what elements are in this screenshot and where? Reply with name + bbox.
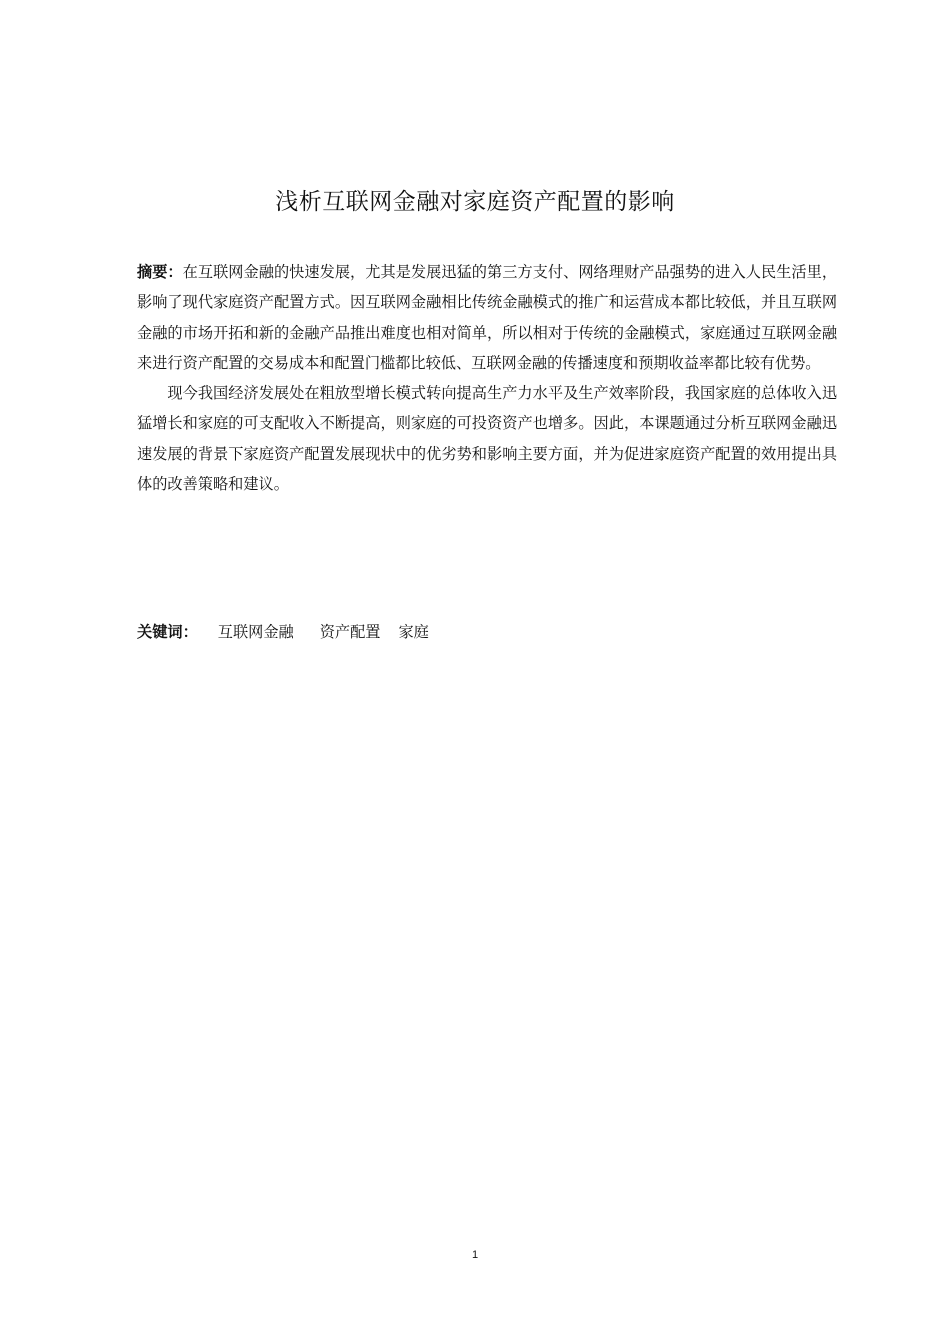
document-title: 浅析互联网金融对家庭资产配置的影响 (275, 189, 675, 215)
keyword-item: 资产配置 (319, 623, 381, 641)
keywords-label: 关键词： (137, 623, 198, 641)
abstract-paragraph-1 (137, 257, 837, 378)
abstract-paragraph-2: 现今我国经济发展处在粗放型增长模式转向提高生产力水平及生产效率阶段，我国家庭的总体收入迅猛增长和家庭的可支配收入不断提高，则家庭的可投资资产也增多。因此，本课题通过分析互联网金融迅速发展的背景下家庭资产配置发展现状中的优劣势和影响主要方面，并为促进家庭资产配置的效用提出具体的改善策略和建议。 (137, 384, 837, 494)
page-number: 1 (471, 1249, 479, 1261)
keywords-line (137, 621, 429, 643)
keyword-item: 互联网金融 (217, 623, 294, 641)
abstract-text-1: 在互联网金融的快速发展，尤其是发展迅猛的第三方支付、网络理财产品强势的进入人民生活里，影响了现代家庭资产配置方式。因互联网金融相比传统金融模式的推广和运营成本都比较低，并且互联网金融的市场开拓和新的金融产品推出难度也相对简单，所以相对于传统的金融模式，家庭通过互联网金融来进行资产配置的交易成本和配置门槛都比较低、互联网金融的传播速度和预期收益率都比较有优势。 (137, 263, 838, 372)
abstract-section (137, 257, 837, 499)
abstract-label: 摘要： (137, 263, 183, 281)
keyword-item: 家庭 (398, 623, 429, 641)
